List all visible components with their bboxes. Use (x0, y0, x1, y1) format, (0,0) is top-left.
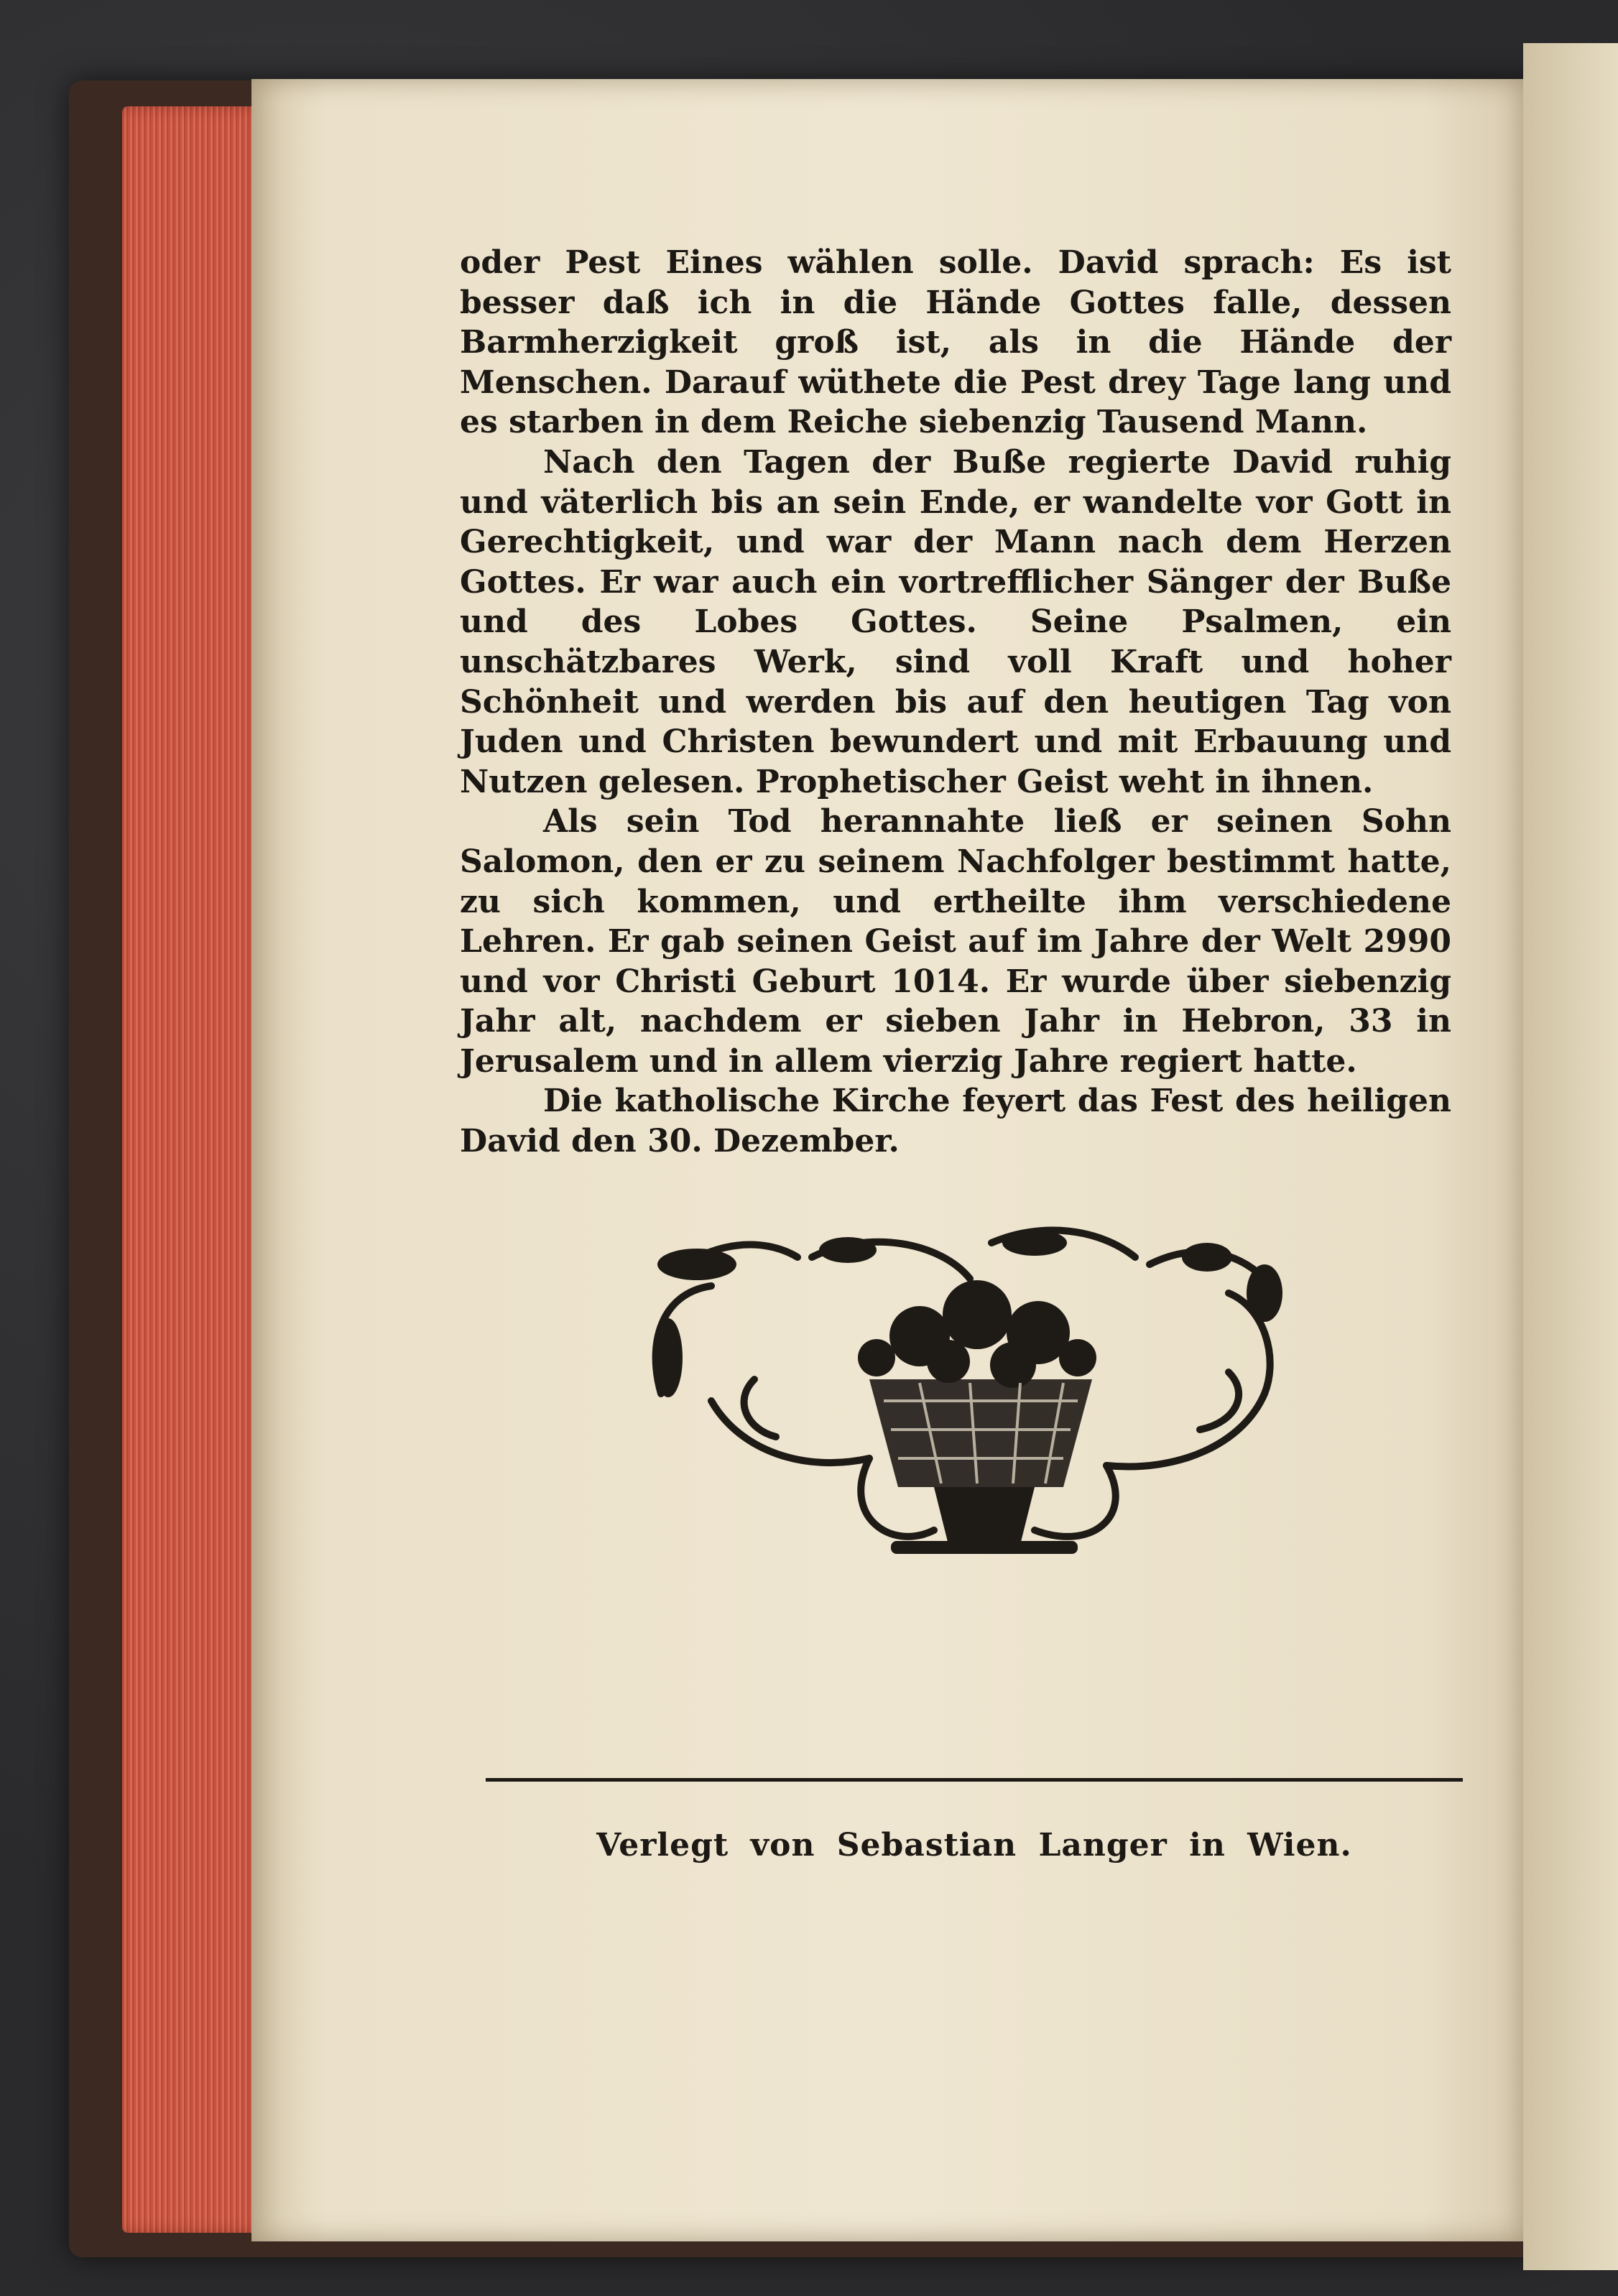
facing-page-edge (1523, 43, 1618, 2270)
flower-basket-vignette-icon (632, 1214, 1322, 1566)
paragraph-3: Als sein Tod herannahte ließ er seinen Sohn Salomon, den er zu seinem Nachfolger bestimmt hatte, zu sich kommen, und ertheilte ihm verschiedene Lehren. Er gab seinen Geist auf im Jahre der Welt 2990 und vor Christi Geburt 1014. Er wurde über siebenzig Jahr alt, nachdem er sieben Jahr in Hebron, 33 in Jerusalem und in allem vierzig Jahre regiert hatte. (460, 803, 1451, 1080)
publisher-imprint: Verlegt von Sebastian Langer in Wien. (596, 1827, 1352, 1864)
body-text (460, 243, 1451, 1162)
paragraph-1: oder Pest Eines wählen solle. David sprach: Es ist besser daß ich in die Hände Gottes falle, dessen Barmherzigkeit groß ist, als in die Hände der Menschen. Darauf wüthete die Pest drey Tage lang und es starben in dem Reiche siebenzig Tausend Mann. (460, 244, 1451, 441)
paragraph-2: Nach den Tagen der Buße regierte David ruhig und väterlich bis an sein Ende, er wandelte vor Gott in Gerechtigkeit, und war der Mann nach dem Herzen Gottes. Er war auch ein vortrefflicher Sänger der Buße und des Lobes Gottes. Seine Psalmen, ein unschätzbares Werk, sind voll Kraft und hoher Schönheit und werden bis auf den heutigen Tag von Juden und Christen bewundert und mit Erbauung und Nutzen gelesen. Prophetischer Geist weht in ihnen. (460, 443, 1451, 800)
paragraph-4: Die katholische Kirche feyert das Fest des heiligen David den 30. Dezember. (460, 1083, 1451, 1160)
imprint-rule (486, 1778, 1463, 1782)
page-edges (122, 106, 266, 2233)
